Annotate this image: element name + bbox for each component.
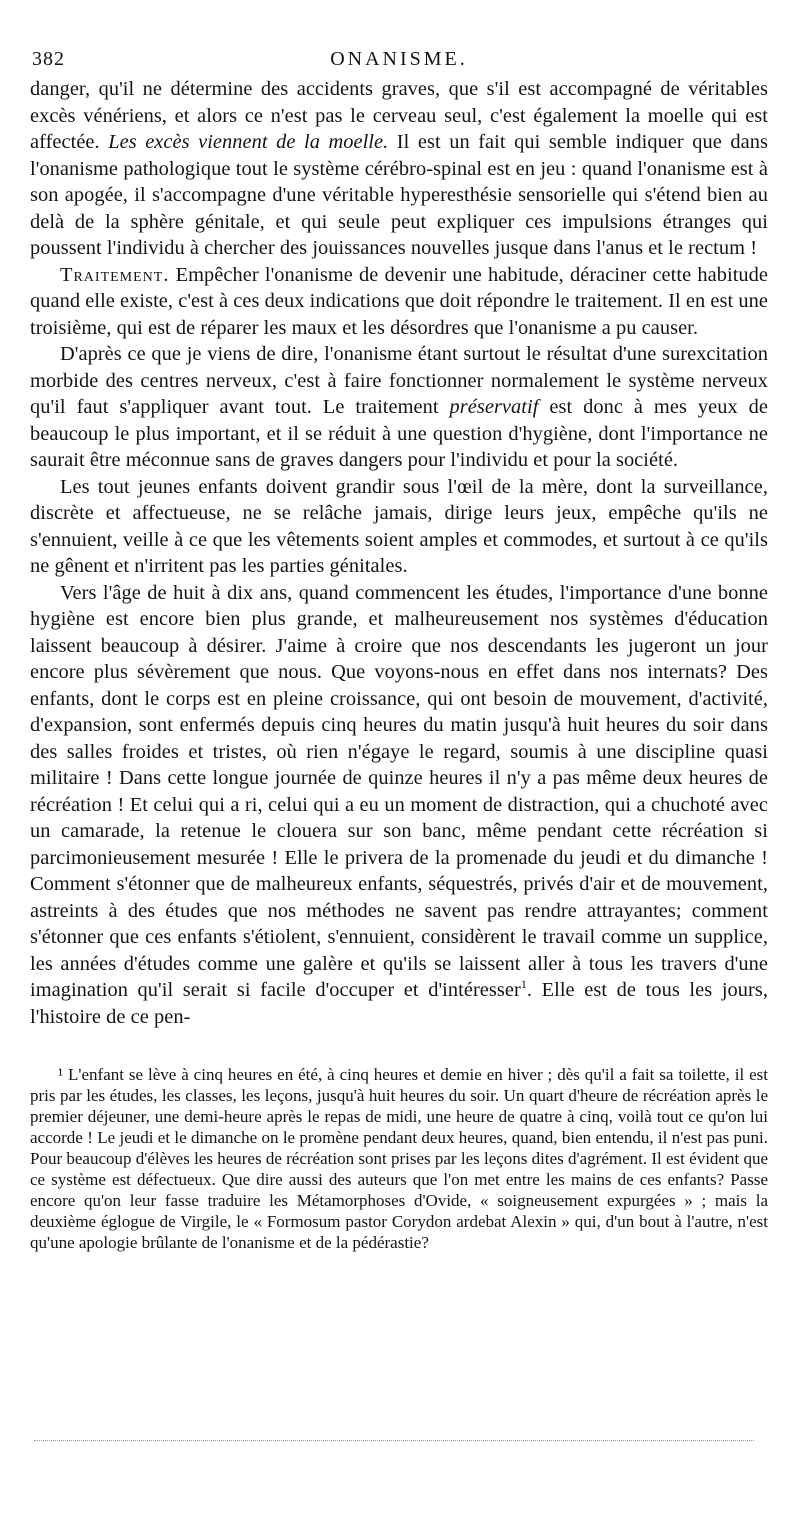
page-header	[30, 40, 768, 76]
paragraph-1	[30, 76, 768, 262]
footnote-1	[30, 1064, 768, 1253]
paragraph-5-part-1: Vers l'âge de huit à dix ans, quand commencent les études, l'importance d'une bonne hygiène est encore bien plus grande, et malheureusement nos systèmes d'éducation laissent beaucoup à désirer. J'aime à croire que nos descendants les jugeront un jour encore plus sévèrement que nous. Que voyons-nous en effet dans nos internats? Des enfants, dont le corps est en pleine croissance, qui ont besoin de mouvement, d'activité, d'expansion, sont enfermés depuis cinq heures du matin jusqu'à huit heures du soir dans des salles froides et tristes, où rien n'égaye le regard, soumis à une discipline quasi militaire ! Dans cette longue journée de quinze heures il n'y a pas même deux heures de récréation ! Et celui qui a ri, celui qui a eu un moment de distraction, qui a chuchoté avec un camarade, la retenue le clouera sur son banc, même pendant cette récréation si parcimonieusement mesurée ! Elle le privera de la promenade du jeudi et du dimanche ! Comment s'étonner que de malheureux enfants, séquestrés, privés d'air et de mouvement, astreints à des études que nos méthodes ne savent pas rendre attrayantes; comment s'étonner que ces enfants s'étiolent, s'ennuient, considèrent le travail comme un supplice, les années d'études comme une galère et qu'ils se laissent aller à tous les travers d'une imagination qu'il serait si facile d'occuper et d'intéresser	[30, 581, 768, 1001]
book-page	[30, 40, 768, 1253]
page-number: 382	[32, 48, 65, 70]
paragraph-4: Les tout jeunes enfants doivent grandir sous l'œil de la mère, dont la surveillance, discrète et affectueuse, ne se relâche jamais, dirige leurs jeux, empêche qu'ils ne s'ennuient, veille à ce que les vêtements soient amples et commodes, et surtout à ce qu'ils ne gênent et n'irritent pas les parties génitales.	[30, 475, 768, 577]
bottom-dotted-rule	[34, 1440, 754, 1441]
footnote-text: L'enfant se lève à cinq heures en été, à cinq heures et demie en hiver ; dès qu'il a fait sa toilette, il est pris par les études, les classes, les leçons, jusqu'à huit heures du soir. Un quart d'heure de récréation après le premier déjeuner, une demi-heure après le repas de midi, une heure de quatre à cinq, voilà tout ce qu'on lui accorde ! Le jeudi et le dimanche on le promène pendant deux heures, quand, bien entendu, il n'est pas puni. Pour beaucoup d'élèves les heures de récréation sont prises par les leçons dites d'agrément. Il est évident que ce système est défectueux. Que dire aussi des auteurs que l'on met entre les mains de ces enfants? Passe encore qu'on leur fasse traduire les Métamorphoses d'Ovide, « soigneusement expurgées » ; mais la deuxième églogue de Virgile, le « Formosum pastor Corydon ardebat Alexin » qui, d'un bout à l'autre, n'est qu'une apologie brûlante de l'onanisme et de la pédérastie?	[30, 1065, 768, 1252]
footnote-reference: 1	[520, 977, 527, 992]
footnotes	[30, 1064, 768, 1253]
paragraph-3-part-1: D'après ce que je viens de dire, l'onanisme étant surtout le résultat d'une surexcitation morbide des centres nerveux, c'est à faire fonctionner normalement le système nerveux qu'il faut s'appliquer avant tout. Le traitement	[30, 343, 768, 418]
paragraph-3-emphasis: préservatif	[449, 396, 539, 418]
section-heading-traitement: Traitement.	[60, 263, 170, 286]
paragraph-2-text: Empêcher l'onanisme de devenir une habitude, déraciner cette habitude quand elle existe, c'est à ces deux indications que doit répondre le traitement. Il en est une troisième, qui est de réparer les maux et les désordres que l'onanisme a pu causer.	[30, 263, 768, 339]
paragraph-5	[30, 580, 768, 1031]
paragraph-1-part-1: danger, qu'il ne détermine des accidents graves, que s'il est accompagné de véritables excès vénériens, et alors ce n'est pas le cerveau seul, c'est également la moelle qui est affectée.	[30, 78, 768, 153]
footnote-marker: ¹	[58, 1065, 64, 1084]
paragraph-5-part-2: . Elle est de tous les jours, l'histoire de ce pen-	[30, 979, 768, 1028]
paragraph-3-part-2: est donc à mes yeux de beaucoup le plus important, et il se réduit à une question d'hygiène, dont l'importance ne saurait être méconnue sans de graves dangers pour l'individu et pour la société.	[30, 396, 768, 471]
paragraph-2	[30, 262, 768, 342]
main-text	[30, 76, 768, 1030]
paragraph-1-emphasis: Les excès viennent de la moelle.	[108, 131, 389, 153]
paragraph-1-part-2: Il est un fait qui semble indiquer que dans l'onanisme pathologique tout le système cérébro-spinal est en jeu : quand l'onanisme est à son apogée, il s'accompagne d'une véritable hyperesthésie sensorielle qui s'étend bien au delà de la sphère génitale, et qui seule peut expliquer ces impulsions étranges qui poussent l'individu à chercher des jouissances nouvelles jusque dans l'anus et le rectum !	[30, 131, 768, 259]
paragraph-3	[30, 341, 768, 474]
running-title: ONANISME.	[330, 48, 468, 70]
